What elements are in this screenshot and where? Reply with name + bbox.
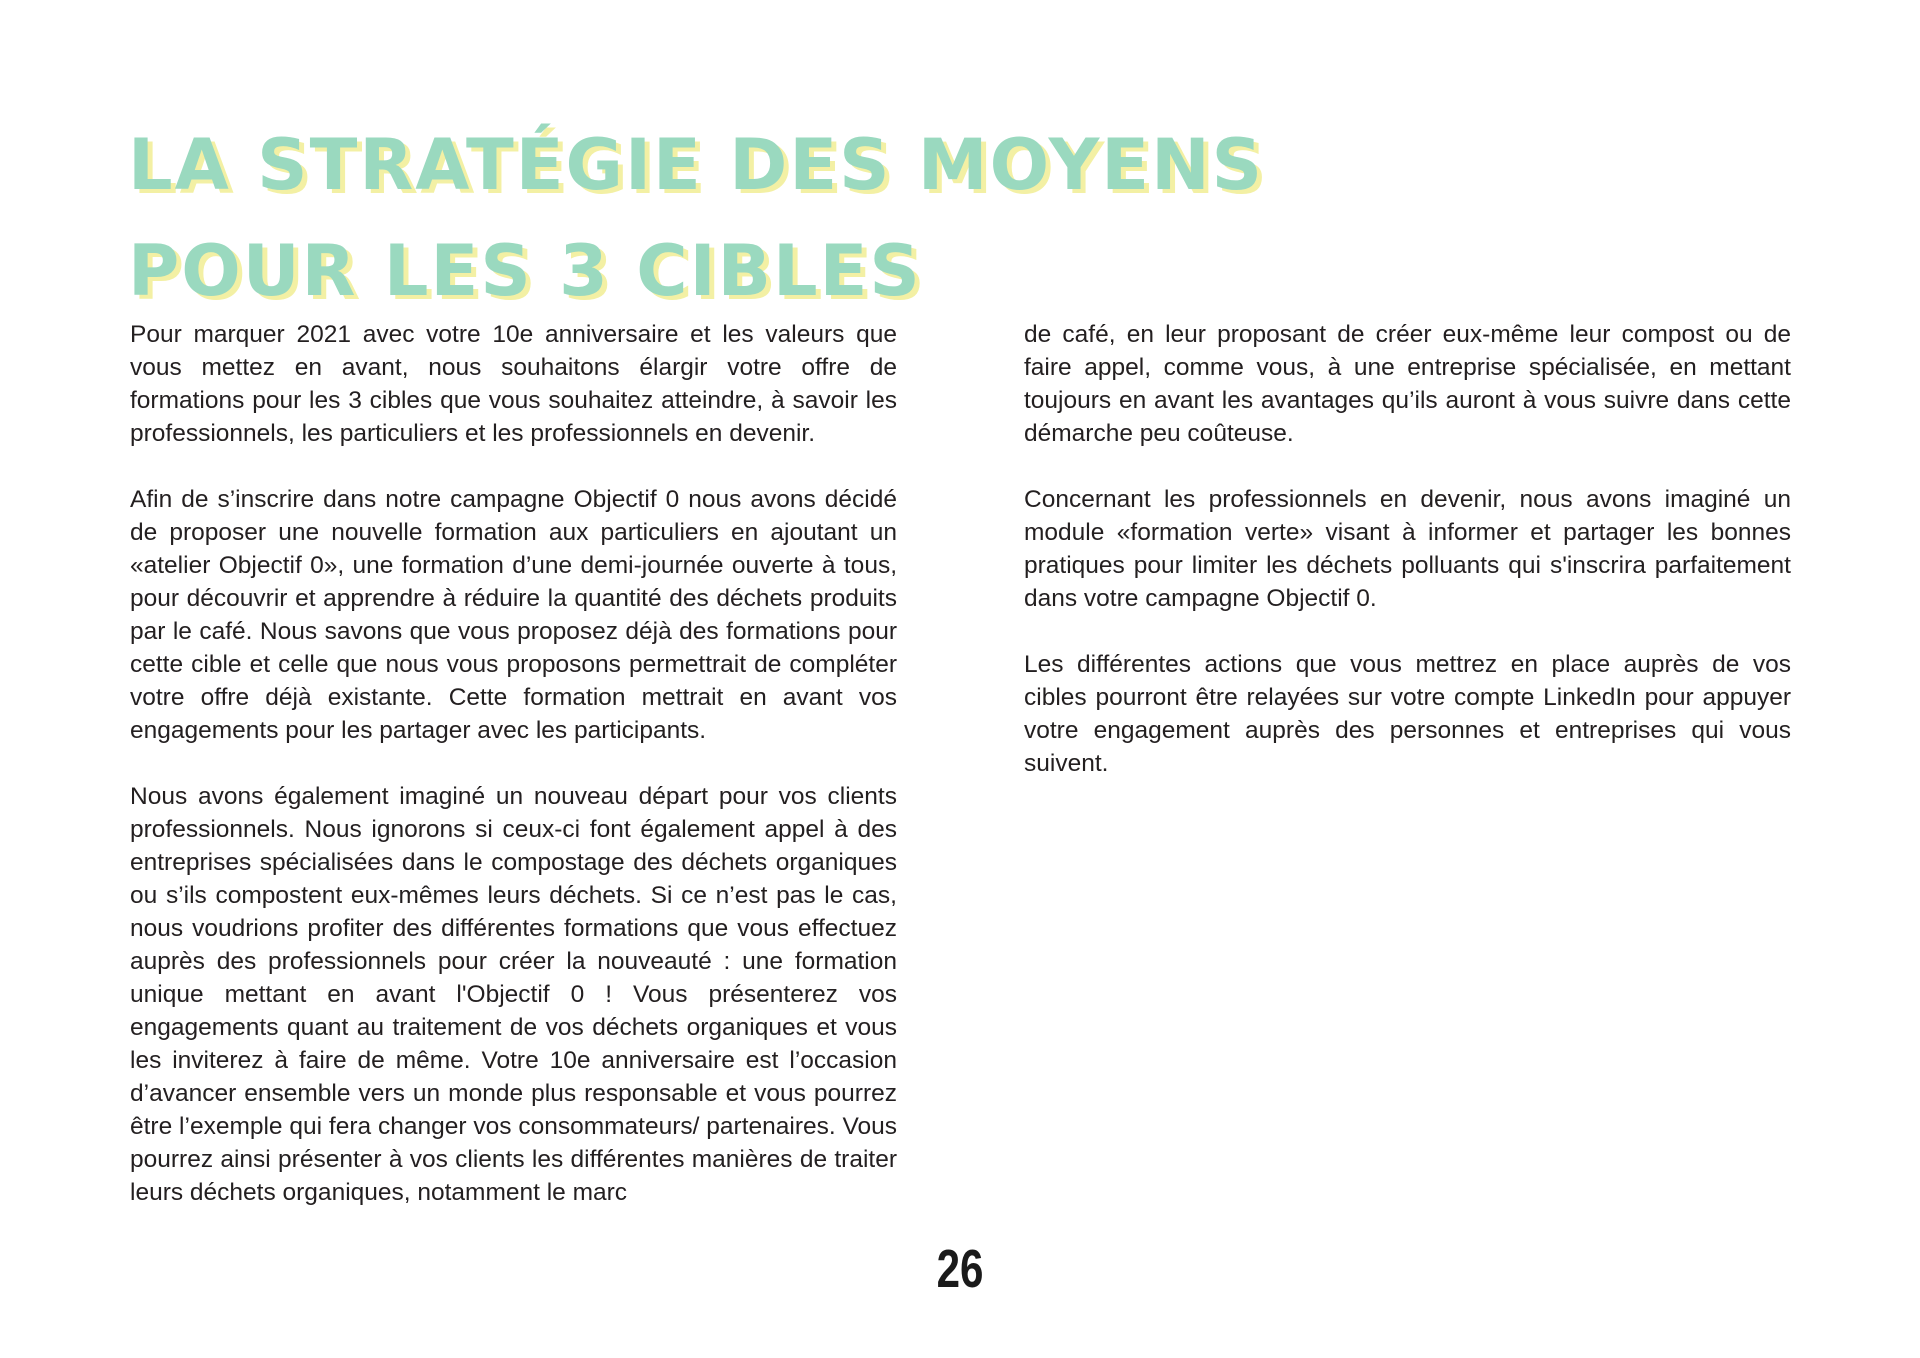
paragraph-professional-clients: Nous avons également imaginé un nouveau départ pour vos clients professionnels. Nous ignorons si ceux-ci font également appel à des entreprises spécialisées dans le compostage des déchets organiques ou s’ils compostent eux-mêmes leurs déchets. Si ce n’est pas le cas, nous voudrions profiter des différentes formations que vous effectuez auprès des professionnels pour créer la nouveauté : une formation unique mettant en avant l'Objectif 0 ! Vous présenterez vos engagements quant au traitement de vos déchets organiques et vous les inviterez à faire de même. Votre 10e anniversaire est l’occasion d’avancer ensemble vers un monde plus responsable et vous pourrez être l’exemple qui fera changer vos consommateurs/ partenaires. Vous pourrez ainsi présenter à vos clients les différentes manières de traiter leurs déchets organiques, notamment le marc: [130, 783, 897, 1206]
paragraph-anniversary-offer: Pour marquer 2021 avec votre 10e anniversaire et les valeurs que vous mettez en avant, nous souhaitons élargir votre offre de formations pour les 3 cibles que vous souhaitez atteindre, à savoir les professionnels, les particuliers et les professionnels en devenir.: [130, 321, 897, 447]
page-title: [128, 112, 1264, 324]
page-number: 26: [936, 1239, 984, 1299]
paragraph-compost-continuation: de café, en leur proposant de créer eux-même leur compost ou de faire appel, comme vous, à une entreprise spécialisée, en mettant toujours en avant les avantages qu’ils auront à vous suivre dans cette démarche peu coûteuse.: [1024, 321, 1791, 447]
right-text-column: [1024, 318, 1791, 813]
paragraph-linkedin-actions: Les différentes actions que vous mettrez en place auprès de vos cibles pourront être relayées sur votre compte LinkedIn pour appuyer votre engagement auprès des personnes et entreprises qui vous suivent.: [1024, 651, 1791, 777]
page-title-line-1: LA STRATÉGIE DES MOYENS: [128, 124, 1265, 206]
left-text-column: [130, 318, 897, 1242]
paragraph-atelier-objectif-0: Afin de s’inscrire dans notre campagne Objectif 0 nous avons décidé de proposer une nouvelle formation aux particuliers en ajoutant un «atelier Objectif 0», une formation d’une demi-journée ouverte à tous, pour découvrir et apprendre à réduire la quantité des déchets produits par le café. Nous savons que vous proposez déjà des formations pour cette cible et celle que nous vous proposons permettrait de compléter votre offre déjà existante. Cette formation mettrait en avant vos engagements pour les partager avec les participants.: [130, 486, 897, 744]
paragraph-formation-verte: Concernant les professionnels en devenir, nous avons imaginé un module «formation verte» visant à informer et partager les bonnes pratiques pour limiter les déchets polluants qui s'inscrira parfaitement dans votre campagne Objectif 0.: [1024, 486, 1791, 612]
page-title-line-2: POUR LES 3 CIBLES: [128, 230, 922, 312]
